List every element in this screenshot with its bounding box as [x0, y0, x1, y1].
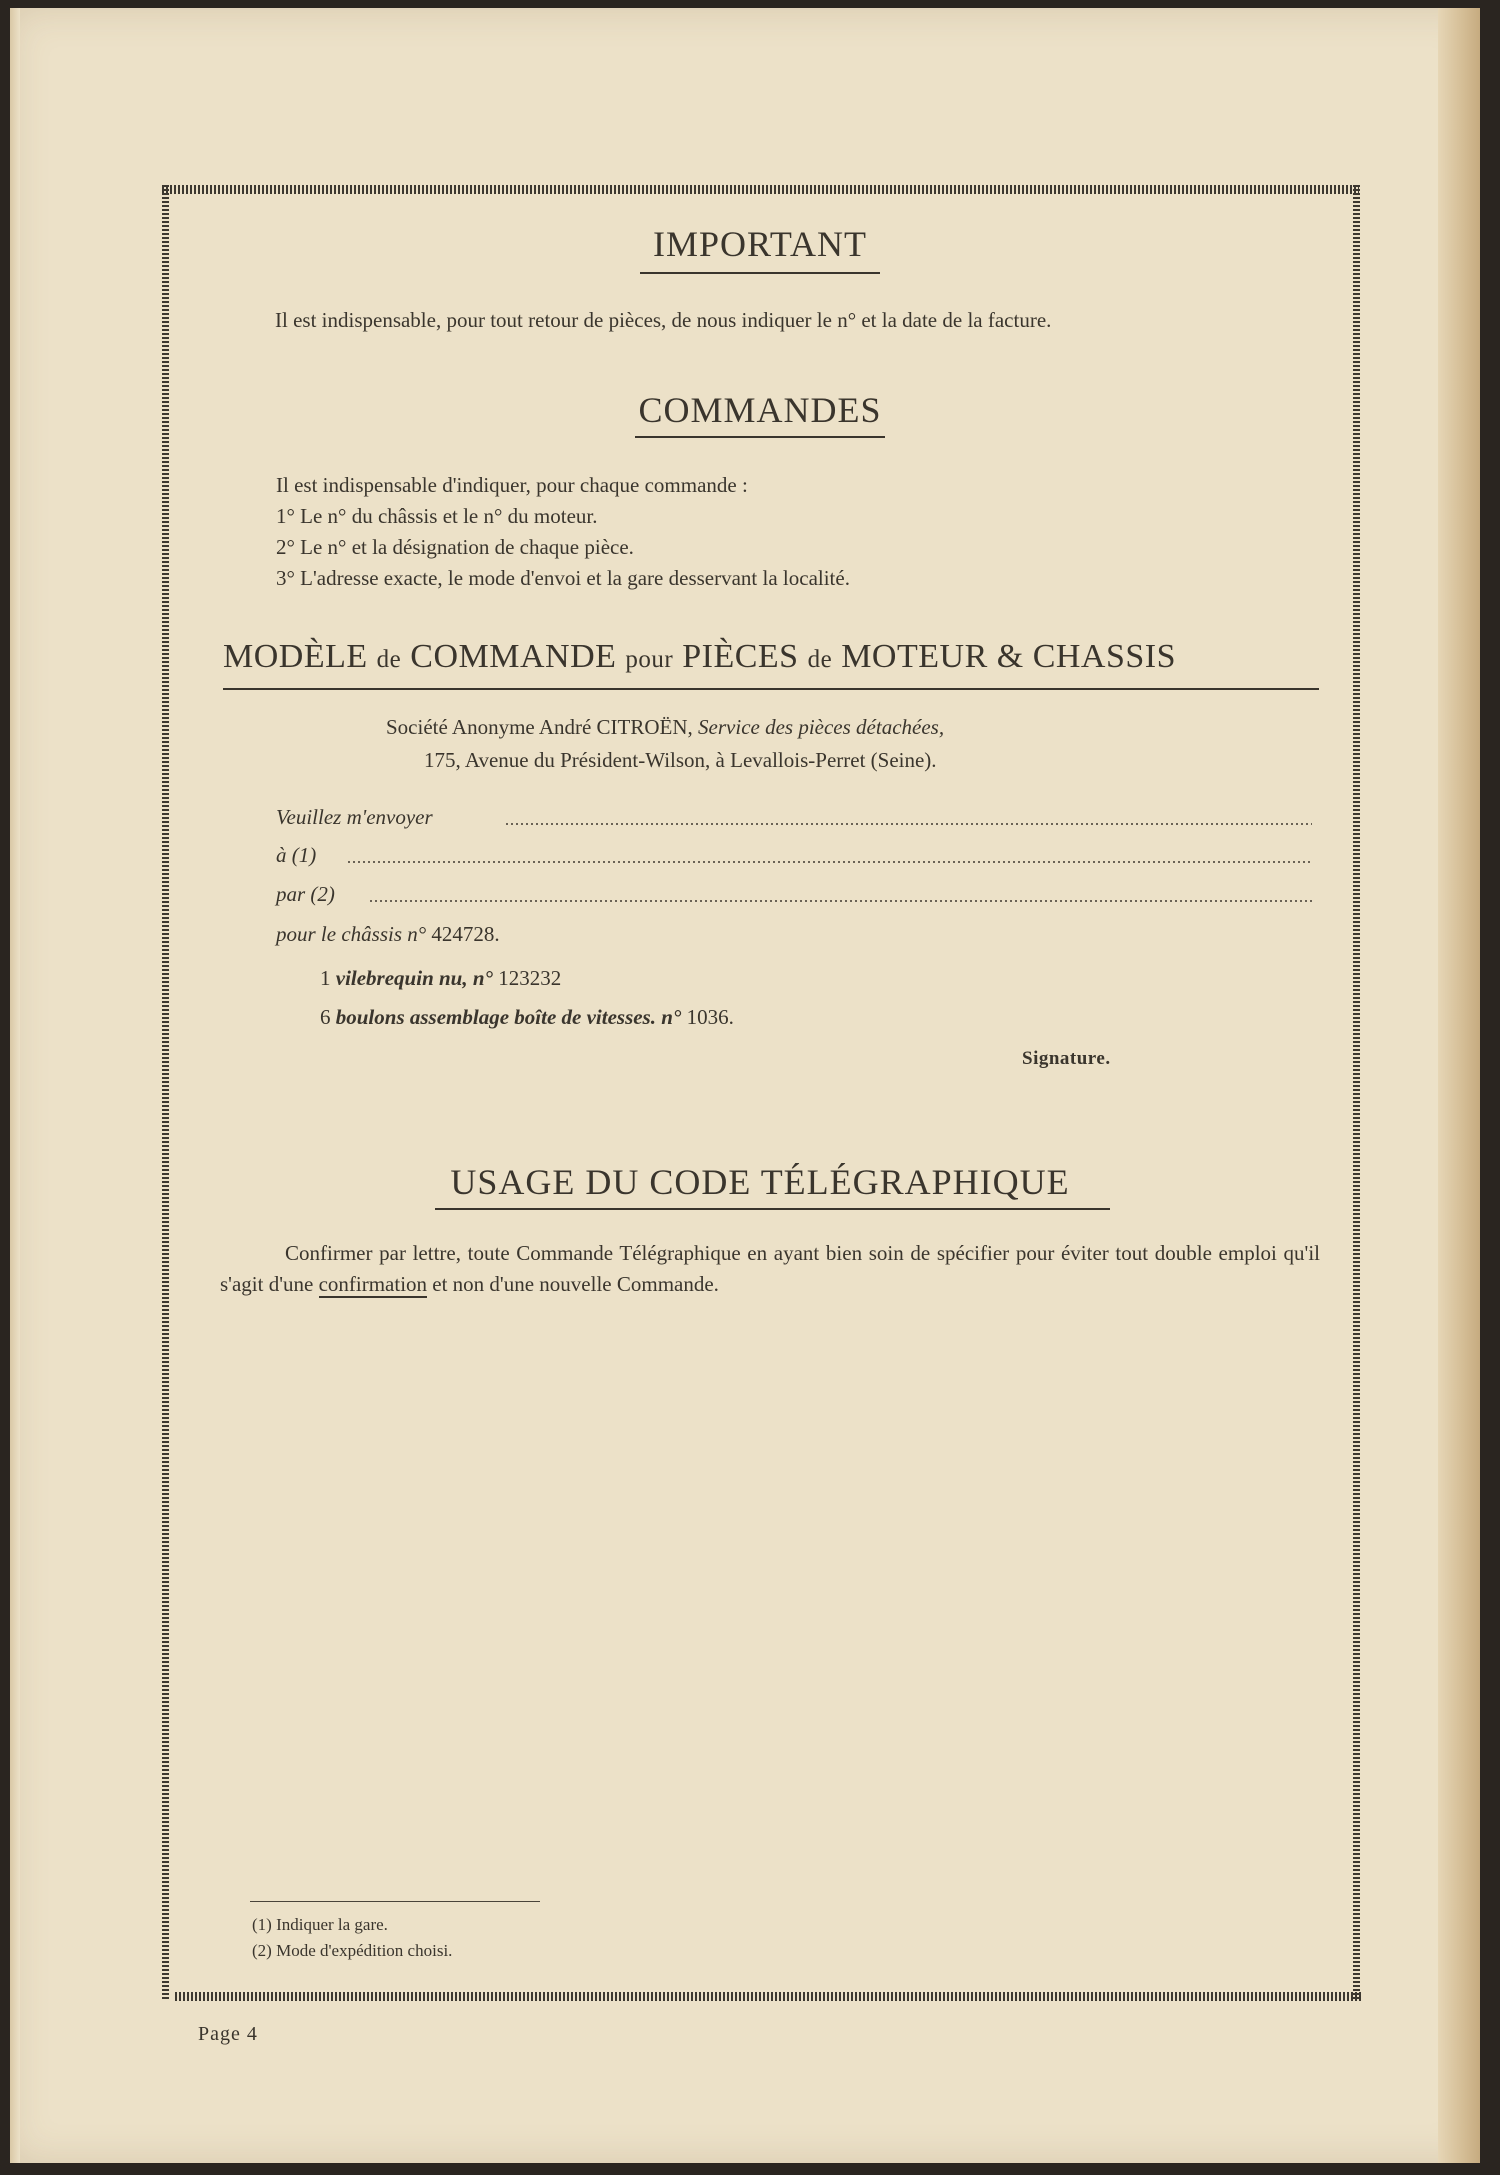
signature-label: Signature.	[1022, 1048, 1111, 1069]
commandes-heading-rule	[635, 436, 885, 438]
modele-title-word-6: de	[807, 646, 833, 673]
veuillez-dotted-line	[506, 823, 1312, 825]
veuillez-label: Veuillez m'envoyer	[276, 805, 433, 829]
important-text: Il est indispensable, pour tout retour de pièces, de nous indiquer le n° et la date de la facture.	[275, 308, 1052, 332]
order-line-1-label: vilebrequin nu, n°	[335, 966, 493, 990]
modele-title-word-1: MODÈLE	[223, 638, 368, 675]
order-line-1	[320, 966, 561, 991]
order-line-2-qty: 6	[320, 1005, 331, 1029]
company-name: Société Anonyme André CITROËN,	[386, 715, 693, 739]
important-heading: IMPORTANT	[653, 224, 867, 264]
chassis-label: pour le châssis n°	[276, 922, 427, 946]
footnote-rule	[250, 1901, 540, 1902]
usage-text: Confirmer par lettre, toute Commande Télégraphique en ayant bien soin de spécifier pour éviter tout double emploi qu'il s'agit d'une confirmation et non d'une nouvelle Commande.	[220, 1241, 1320, 1296]
footnote-1: (1) Indiquer la gare.	[252, 1915, 388, 1934]
chassis-line	[276, 922, 500, 947]
usage-heading: USAGE DU CODE TÉLÉGRAPHIQUE	[450, 1162, 1070, 1202]
par-dotted-line	[370, 900, 1312, 902]
modele-title-word-4: pour	[625, 646, 674, 673]
par-label: par (2)	[276, 882, 335, 906]
order-line-1-qty: 1	[320, 966, 331, 990]
modele-heading	[223, 638, 1319, 676]
usage-underlined-word: confirmation	[318, 1272, 428, 1296]
commandes-item-3: 3° L'adresse exacte, le mode d'envoi et la gare desservant la localité.	[276, 566, 850, 590]
company-service: Service des pièces détachées,	[698, 715, 945, 739]
commandes-intro: Il est indispensable d'indiquer, pour chaque commande :	[276, 473, 748, 497]
modele-title-word-5: PIÈCES	[682, 638, 799, 675]
a-label: à (1)	[276, 843, 317, 867]
footnote-2: (2) Mode d'expédition choisi.	[252, 1941, 453, 1960]
company-line-1	[386, 715, 944, 740]
important-heading-rule	[640, 272, 880, 274]
order-line-2	[320, 1005, 734, 1030]
order-line-2-label: boulons assemblage boîte de vitesses. n°	[335, 1005, 682, 1029]
modele-title-word-3: COMMANDE	[410, 638, 617, 675]
modele-heading-rule	[223, 688, 1319, 690]
company-address: 175, Avenue du Président-Wilson, à Levallois-Perret (Seine).	[424, 748, 937, 772]
order-line-2-number: 1036.	[686, 1005, 734, 1029]
commandes-heading: COMMANDES	[638, 390, 882, 430]
a-dotted-line	[348, 861, 1312, 863]
usage-heading-rule	[435, 1208, 1110, 1210]
chassis-number: 424728.	[431, 922, 500, 946]
commandes-item-1: 1° Le n° du châssis et le n° du moteur.	[276, 504, 598, 528]
commandes-item-2: 2° Le n° et la désignation de chaque pièce.	[276, 535, 634, 559]
modele-title-word-7: MOTEUR & CHASSIS	[841, 638, 1177, 675]
modele-title-word-2: de	[376, 646, 402, 673]
page-number: Page 4	[198, 2023, 258, 2045]
document-page	[10, 8, 1480, 2163]
order-line-1-number: 123232	[498, 966, 562, 990]
